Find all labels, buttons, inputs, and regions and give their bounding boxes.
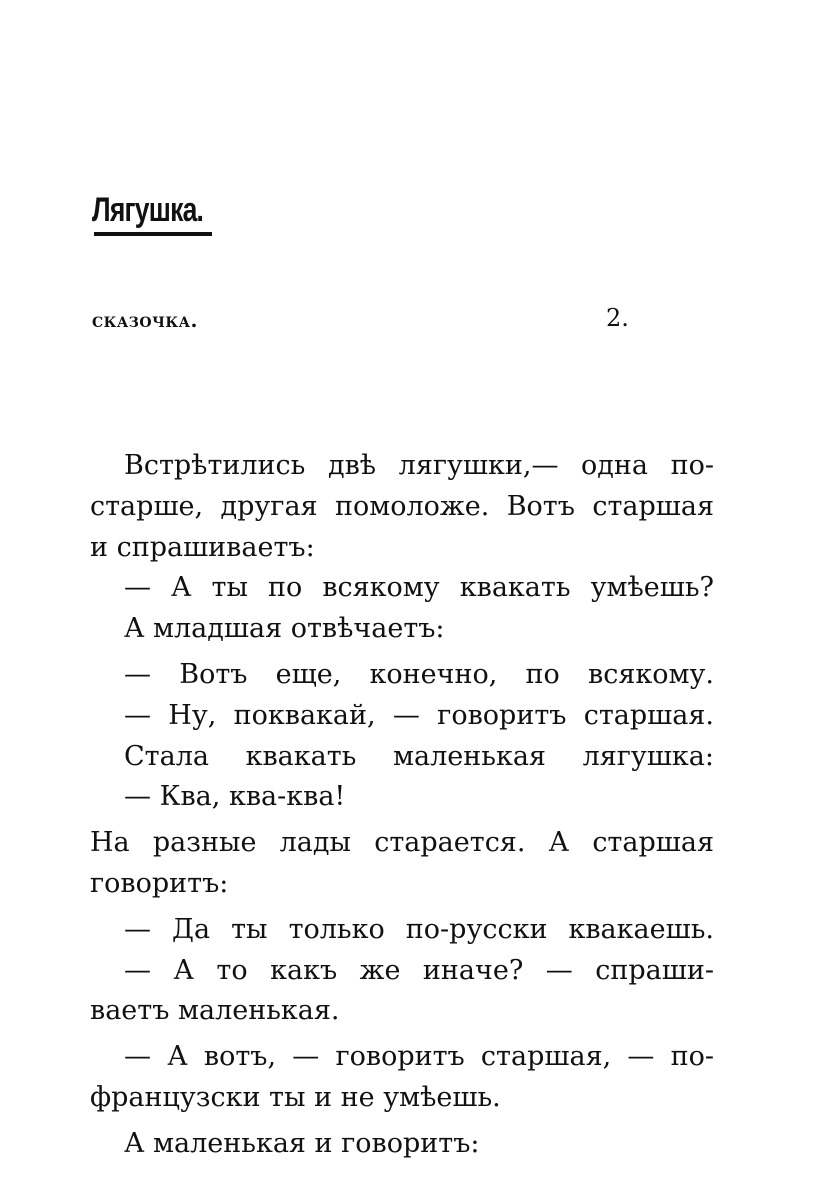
text-line: Встрѣтились двѣ лягушки,— одна по- [124, 450, 714, 481]
text-line: говоритъ: [90, 867, 229, 899]
text-line: — Ква, ква-ква! [124, 781, 346, 813]
text-line: — А ты по всякому квакать умѣешь? [124, 572, 714, 604]
text-line: — Да ты только по-русски квакаешь. [124, 913, 714, 945]
story-subtitle: сказочка. [92, 308, 198, 332]
text-line: На разные лады старается. А старшая [90, 827, 714, 859]
text-line: А младшая отвѣчаетъ: [124, 613, 445, 645]
text-line: ваетъ маленькая. [90, 995, 340, 1027]
text-line: — Вотъ еще, конечно, по всякому. [124, 658, 714, 690]
text-line: старше, другая помоложе. Вотъ старшая [90, 490, 714, 522]
text-line: А маленькая и говоритъ: [124, 1127, 480, 1159]
text-line: французски ты и не умѣешь. [90, 1081, 501, 1113]
title-underline [94, 232, 212, 236]
text-line: Стала квакать маленькая лягушка: [124, 740, 714, 772]
text-line: — Ну, поквакай, — говоритъ старшая. [124, 699, 714, 731]
text-line: — А то какъ же иначе? — спраши- [124, 954, 714, 986]
text-line: и спрашиваетъ: [90, 531, 315, 563]
text-line: — А вотъ, — говоритъ старшая, — по- [124, 1041, 714, 1073]
page-number: 2. [606, 304, 629, 332]
story-text [90, 446, 714, 1165]
story-title: Лягушка. [92, 191, 204, 229]
